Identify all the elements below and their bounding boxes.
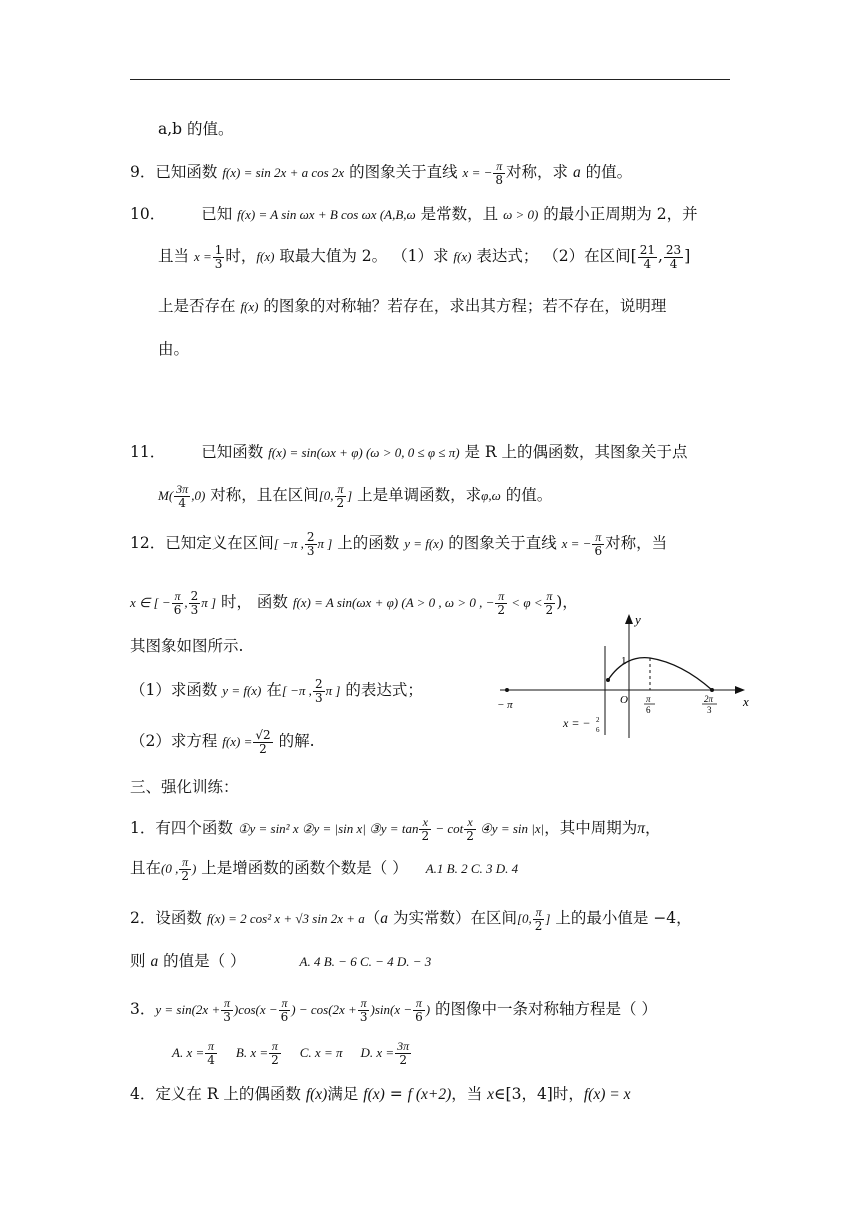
option-d: D. x = <box>360 1045 395 1061</box>
formula: ) <box>192 861 197 877</box>
formula: )cos(x − <box>233 1002 278 1018</box>
problem-10-line-3 <box>158 297 666 316</box>
fraction <box>419 816 431 842</box>
denominator: 3 <box>306 543 315 558</box>
formula: ) <box>425 1002 431 1018</box>
denominator: 3 <box>359 1009 368 1024</box>
tick-pi6-num: π <box>646 694 651 704</box>
fraction <box>358 997 370 1023</box>
denominator: 3 <box>314 690 323 705</box>
text: 其图象如图所示. <box>130 637 244 655</box>
text: 取最大值为 2。 （1）求 <box>274 247 454 266</box>
formula: x = − <box>462 165 493 181</box>
formula: ] <box>545 911 551 927</box>
answer-options: A.1 B. 2 C. 3 D. 4 <box>425 861 519 877</box>
tick-pi6-den: 6 <box>646 705 651 715</box>
fraction <box>279 997 291 1023</box>
numerator: 3π <box>397 1039 410 1053</box>
denominator: 2 <box>259 741 267 756</box>
text: )， <box>556 593 578 612</box>
formula: ] <box>347 488 353 504</box>
text: ∈[3，4]时， <box>494 1085 584 1103</box>
problem-number: 10． <box>130 205 166 223</box>
denominator: 6 <box>280 1009 289 1024</box>
symmetry-line-label: x = − <box>563 716 591 730</box>
answer-options: A. 4 B. − 6 C. − 4 D. − 3 <box>299 954 432 969</box>
text: 的最小正周期为 2，并 <box>538 205 698 223</box>
formula: f(x) = A sin ωx + B cos ωx (A,B,ω <box>237 207 416 222</box>
one-label: 1 <box>621 655 627 667</box>
option-a: A. x = <box>172 1045 205 1061</box>
problem-number: 12． <box>130 534 166 553</box>
denominator: 3 <box>214 256 223 271</box>
formula: ④y = sin |x| <box>476 821 545 837</box>
text: 对称，求 <box>506 163 573 182</box>
fraction <box>269 1040 281 1066</box>
fraction <box>174 483 190 509</box>
formula: , <box>184 595 188 611</box>
variable: a <box>572 164 581 182</box>
problem-10-line-2: 且当 x = $\frac{1}{3}$ 时，f(x) 取最大值为 2。 （1）求 f(x) 表达式； （2）在区间[ $\frac{21}{4}$ , $\frac{23}{4}$ ] <box>158 243 691 271</box>
text: 的图象关于直线 <box>443 534 562 553</box>
text: 在 <box>261 681 282 700</box>
formula: M( <box>158 488 174 504</box>
question-1-line-1 <box>130 816 660 842</box>
numerator: π <box>279 997 291 1011</box>
text: 设函数 <box>155 909 207 928</box>
problem-number: 4． <box>130 1085 156 1103</box>
fraction <box>221 997 233 1023</box>
text: 的值是（ ） <box>158 952 246 970</box>
text: 上是否存在 <box>158 297 241 315</box>
fraction <box>395 1040 411 1066</box>
text: 由。 <box>158 340 190 358</box>
text: （1）求函数 <box>130 681 223 700</box>
formula: f(x) <box>256 249 275 265</box>
formula: f(x) = sin(ωx + φ) (ω > 0, 0 ≤ φ ≤ π) <box>268 445 460 460</box>
text: 已知定义在区间 <box>165 534 274 553</box>
formula: f(x) <box>240 299 259 314</box>
text: 时， 函数 <box>216 593 293 612</box>
question-1-line-2 <box>130 856 518 882</box>
numerator: 1 <box>214 243 223 257</box>
option-c: C. x = π <box>299 1045 343 1061</box>
formula: [0, <box>318 488 334 504</box>
text: 是 R 上的偶函数，其图象关于点 <box>459 443 688 461</box>
continuation-line <box>158 120 234 139</box>
text: （ <box>364 909 381 928</box>
numerator: x <box>464 816 476 830</box>
text: 已知函数 <box>155 163 223 182</box>
x-axis-arrow <box>735 686 745 694</box>
problem-12-line-3 <box>130 637 243 656</box>
formula: = x <box>605 1086 631 1103</box>
question-3-line-1 <box>130 997 657 1023</box>
numerator: π <box>544 590 556 604</box>
formula: x = <box>193 249 212 265</box>
text: 则 <box>130 952 151 970</box>
text: ，当 <box>451 1085 488 1103</box>
denominator: 2 <box>545 602 554 617</box>
denominator: 4 <box>669 256 678 271</box>
formula: ,0) <box>191 488 206 504</box>
formula: f (x+2) <box>407 1086 452 1103</box>
graph-svg <box>495 610 755 740</box>
formula: f(x) = 2 cos² x + √3 sin 2x + a <box>206 911 365 927</box>
formula: π ] <box>201 595 217 611</box>
fraction <box>664 244 683 270</box>
question-2-line-1 <box>130 906 692 932</box>
formula: (0 , <box>161 861 179 877</box>
text: 的图像中一条对称轴方程是（ ） <box>430 1000 657 1019</box>
denominator: 2 <box>271 1052 279 1067</box>
fraction <box>253 729 272 755</box>
formula: f(x) = A sin(ωx + φ) (A > 0 , ω > 0 , − <box>292 595 495 611</box>
fraction <box>493 160 505 186</box>
numerator: π <box>493 160 505 174</box>
denominator: 4 <box>643 256 652 271</box>
problem-12-line-1 <box>130 531 667 557</box>
function-graph-figure <box>495 610 755 740</box>
problem-9 <box>130 160 632 186</box>
formula: f(x) = sin 2x + a cos 2x <box>222 165 345 181</box>
text: 上是单调函数，求 <box>352 486 482 505</box>
text: 上的函数 <box>332 534 405 553</box>
denominator: 2 <box>497 602 506 617</box>
numerator: 2 <box>306 530 315 544</box>
numerator: 2 <box>190 589 199 603</box>
fraction <box>592 531 604 557</box>
text: 定义在 R 上的偶函数 <box>155 1085 306 1103</box>
text: ] <box>684 247 691 266</box>
option-b: B. x = <box>235 1045 269 1061</box>
denominator: 6 <box>415 1009 423 1024</box>
problem-11-line-2 <box>158 483 552 509</box>
formula: y = sin(2x + <box>155 1002 221 1018</box>
text: = <box>384 1085 408 1103</box>
problem-12-question-2 <box>130 729 315 755</box>
denominator: 2 <box>534 918 543 933</box>
text: 且在 <box>130 859 162 878</box>
denominator: 2 <box>181 868 189 883</box>
formula: x ∈ [ − <box>130 595 171 611</box>
heading-text: 三、强化训练： <box>130 778 239 796</box>
formula: f(x) <box>583 1086 606 1103</box>
text: （2）求方程 <box>130 732 223 751</box>
fraction <box>413 997 425 1023</box>
fraction <box>335 483 347 509</box>
denominator: 3 <box>190 602 199 617</box>
denominator: 2 <box>466 828 474 843</box>
formula: f(x) <box>305 1086 328 1103</box>
text: 对称，且在区间 <box>205 486 319 505</box>
numerator: π <box>172 590 184 604</box>
text: ， <box>644 819 661 838</box>
denominator: 4 <box>178 495 186 510</box>
text: 有四个函数 <box>155 819 238 838</box>
numerator: 3π <box>176 482 189 496</box>
problem-10-line-4 <box>158 340 189 359</box>
curve-end-point <box>710 688 714 692</box>
text: 是常数，且 <box>415 205 504 223</box>
numerator: π <box>269 1040 281 1054</box>
denominator: 2 <box>336 495 345 510</box>
denominator: 2 <box>421 828 430 843</box>
denominator: 4 <box>207 1052 215 1067</box>
numerator: 2 <box>314 677 323 691</box>
formula: )sin(x − <box>370 1002 413 1018</box>
problem-number: 1． <box>130 819 156 838</box>
numerator: π <box>592 531 604 545</box>
fraction <box>213 244 225 270</box>
fraction <box>533 906 545 932</box>
formula: ω > 0) <box>503 207 539 222</box>
symmetry-line-num: 2 <box>596 716 600 724</box>
tick-2pi3-num: 2π <box>704 694 714 704</box>
origin-label: O <box>620 694 628 706</box>
neg-pi-label: − π <box>497 699 513 711</box>
symbol: π <box>637 820 645 838</box>
text: 表达式； （2）在区间[ <box>471 247 637 266</box>
text: 已知函数 <box>201 443 269 461</box>
text: 为实常数）在区间 <box>388 909 517 928</box>
text: 已知 <box>201 205 238 223</box>
fraction <box>189 590 201 616</box>
variable: x <box>487 1086 495 1103</box>
question-4-line-1 <box>130 1085 630 1105</box>
numerator: π <box>495 590 507 604</box>
variable: a <box>150 953 159 970</box>
denominator: 6 <box>594 543 603 558</box>
formula: φ,ω <box>481 488 501 504</box>
numerator: 23 <box>665 243 682 257</box>
y-axis-arrow <box>625 614 633 624</box>
header-rule <box>130 79 730 80</box>
fraction <box>464 816 476 842</box>
numerator: π <box>205 1040 217 1054</box>
formula: π ] <box>325 683 341 699</box>
numerator: π <box>358 997 370 1011</box>
formula: [ −π , <box>273 536 304 552</box>
formula: y = f(x) <box>404 536 444 552</box>
text: 对称，当 <box>605 534 668 553</box>
problem-number: 9． <box>130 163 156 182</box>
formula: ①y = sin² x ②y = |sin x| ③y = tan <box>237 821 419 837</box>
curve-start-point <box>606 678 610 682</box>
denominator: 6 <box>173 602 182 617</box>
variable: a <box>380 910 389 928</box>
fraction <box>205 1040 217 1066</box>
tick-2pi3-den: 3 <box>707 705 712 715</box>
fraction <box>638 244 657 270</box>
formula: π ] <box>317 536 333 552</box>
formula: < φ < <box>508 595 543 611</box>
text: 上的最小值是 −4， <box>550 909 692 928</box>
problem-12-question-1 <box>130 678 423 704</box>
numerator: 21 <box>639 243 655 257</box>
numerator: √2 <box>255 728 271 742</box>
fraction <box>172 590 184 616</box>
section-3-heading <box>130 778 239 797</box>
neg-pi-point <box>505 688 509 692</box>
symmetry-line-den: 6 <box>596 726 600 734</box>
denominator: 8 <box>495 172 504 187</box>
numerator: π <box>221 997 233 1011</box>
formula: x = − <box>561 536 592 552</box>
text: ，其中周期为 <box>544 819 638 838</box>
numerator: π <box>413 997 425 1011</box>
text: 上是增函数的函数个数是（ ） <box>196 859 408 878</box>
fraction <box>305 531 317 557</box>
problem-number: 3． <box>130 1000 156 1019</box>
problem-number: 2． <box>130 909 156 928</box>
y-label: y <box>635 612 641 627</box>
question-3-options <box>172 1040 412 1066</box>
formula: [ −π , <box>281 683 312 699</box>
numerator: π <box>179 856 191 870</box>
fraction <box>313 678 325 704</box>
denominator: 3 <box>223 1009 231 1024</box>
fraction <box>179 856 191 882</box>
formula: − cot <box>432 821 464 837</box>
problem-11-line-1 <box>130 443 688 462</box>
denominator: 2 <box>399 1052 407 1067</box>
numerator: π <box>533 906 545 920</box>
text: 时， <box>225 247 257 266</box>
formula: [0, <box>516 911 532 927</box>
problem-10-line-1 <box>130 205 698 224</box>
text: 的值。 <box>500 486 553 505</box>
formula: ) − cos(2x + <box>291 1002 357 1018</box>
x-label: x <box>743 694 749 709</box>
question-2-line-2 <box>130 952 431 972</box>
text: 的图象的对称轴？若存在，求出其方程；若不存在，说明理 <box>258 297 667 315</box>
formula: f(x) <box>363 1086 385 1103</box>
text: 的表达式； <box>340 681 423 700</box>
text: 满足 <box>327 1085 364 1103</box>
text: 且当 <box>158 247 194 266</box>
numerator: π <box>335 483 347 497</box>
formula: f(x) = <box>222 734 253 750</box>
text: 的值。 <box>580 163 633 182</box>
problem-number: 11． <box>130 443 166 461</box>
numerator: x <box>419 816 431 830</box>
continuation-text: a,b 的值。 <box>158 120 234 138</box>
formula: y = f(x) <box>222 683 262 699</box>
text: 的图象关于直线 <box>344 163 463 182</box>
text: 的解. <box>273 732 315 751</box>
formula: f(x) <box>453 249 472 265</box>
